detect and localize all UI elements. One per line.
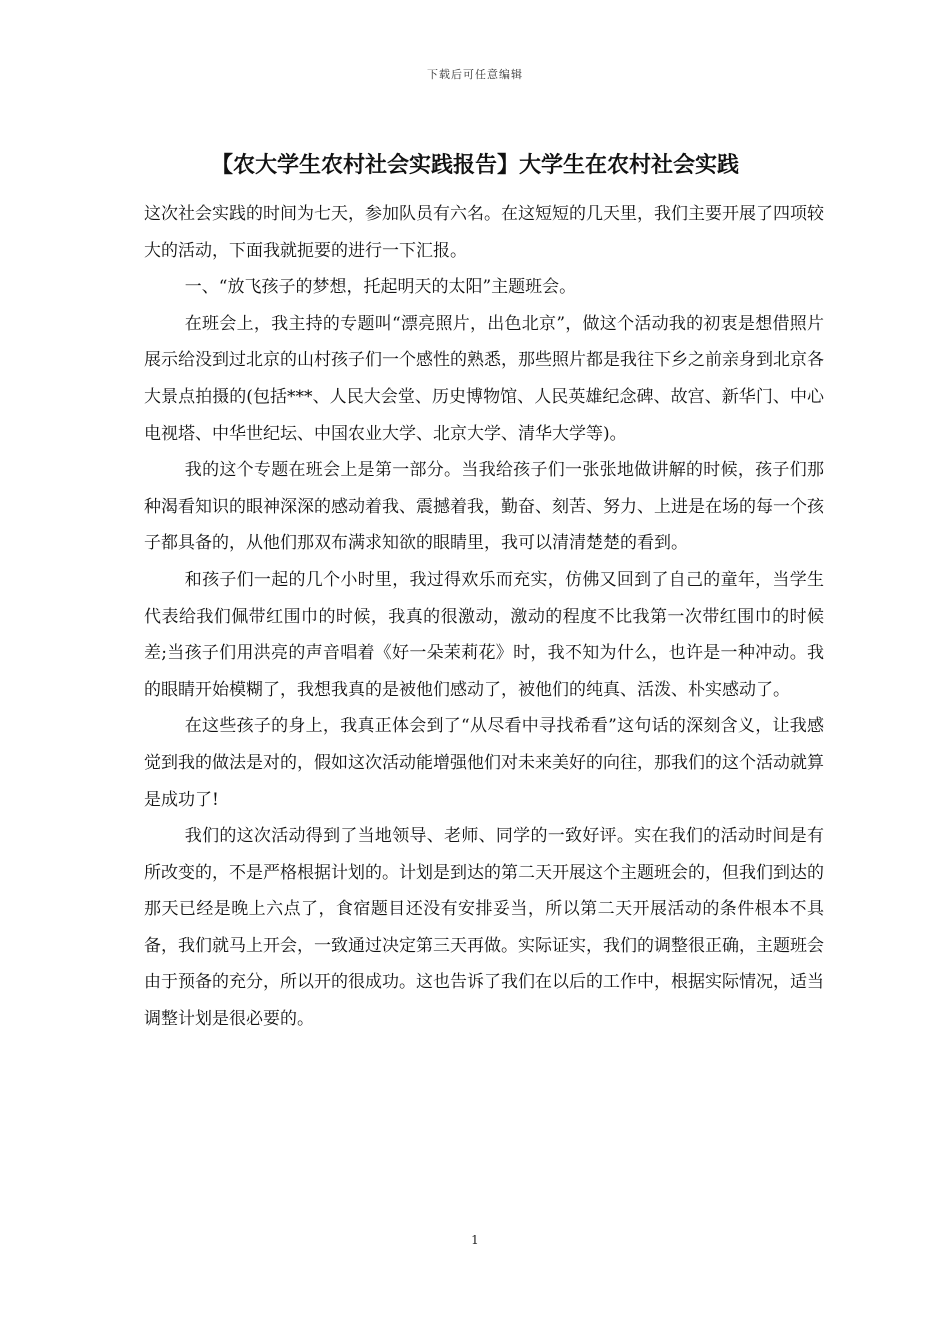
paragraph: 我们的这次活动得到了当地领导、老师、同学的一致好评。实在我们的活动时间是有所改变的，不是严格根据计划的。计划是到达的第二天开展这个主题班会的，但我们到达的那天已经是晚上六点了，食宿题目还没有安排妥当，所以第二天开展活动的条件根本不具备，我们就马上开会，一致通过决定第三天再做。实际证实，我们的调整很正确，主题班会由于预备的充分，所以开的很成功。这也告诉了我们在以后的工作中，根据实际情况，适当调整计划是很必要的。	[144, 826, 824, 1030]
paragraph: 我的这个专题在班会上是第一部分。当我给孩子们一张张地做讲解的时候，孩子们那种渴看知识的眼神深深的感动着我、震撼着我，勤奋、刻苦、努力、上进是在场的每一个孩子都具备的，从他们那双布满求知欲的眼睛里，我可以清清楚楚的看到。	[144, 460, 824, 554]
document-body	[144, 196, 824, 1038]
paragraph: 和孩子们一起的几个小时里，我过得欢乐而充实，仿佛又回到了自己的童年，当学生代表给我们佩带红围巾的时候，我真的很激动，激动的程度不比我第一次带红围巾的时候差;当孩子们用洪亮的声音唱着《好一朵茉莉花》时，我不知为什么，也许是一种冲动。我的眼睛开始模糊了，我想我真的是被他们感动了，被他们的纯真、活泼、朴实感动了。	[144, 569, 824, 700]
paragraph: 这次社会实践的时间为七天，参加队员有六名。在这短短的几天里，我们主要开展了四项较大的活动，下面我就扼要的进行一下汇报。	[144, 204, 824, 261]
document-title: 【农大学生农村社会实践报告】大学生在农村社会实践	[210, 152, 739, 178]
paragraph: 在班会上，我主持的专题叫“漂亮照片，出色北京”，做这个活动我的初衷是想借照片展示给没到过北京的山村孩子们一个感性的熟悉，那些照片都是我往下乡之前亲身到北京各大景点拍摄的(包括***、人民大会堂、历史博物馆、人民英雄纪念碑、故宫、新华门、中心电视塔、中华世纪坛、中国农业大学、北京大学、清华大学等)。	[144, 313, 824, 444]
page-number: 1	[471, 1233, 479, 1247]
paragraph: 在这些孩子的身上，我真正体会到了“从尽看中寻找希看”这句话的深刻含义，让我感觉到我的做法是对的，假如这次活动能增强他们对未来美好的向往，那我们的这个活动就算是成功了!	[144, 716, 824, 810]
section-heading: 一、“放飞孩子的梦想，托起明天的太阳”主题班会。	[184, 277, 577, 298]
document-header-note: 下载后可任意编辑	[427, 68, 523, 81]
